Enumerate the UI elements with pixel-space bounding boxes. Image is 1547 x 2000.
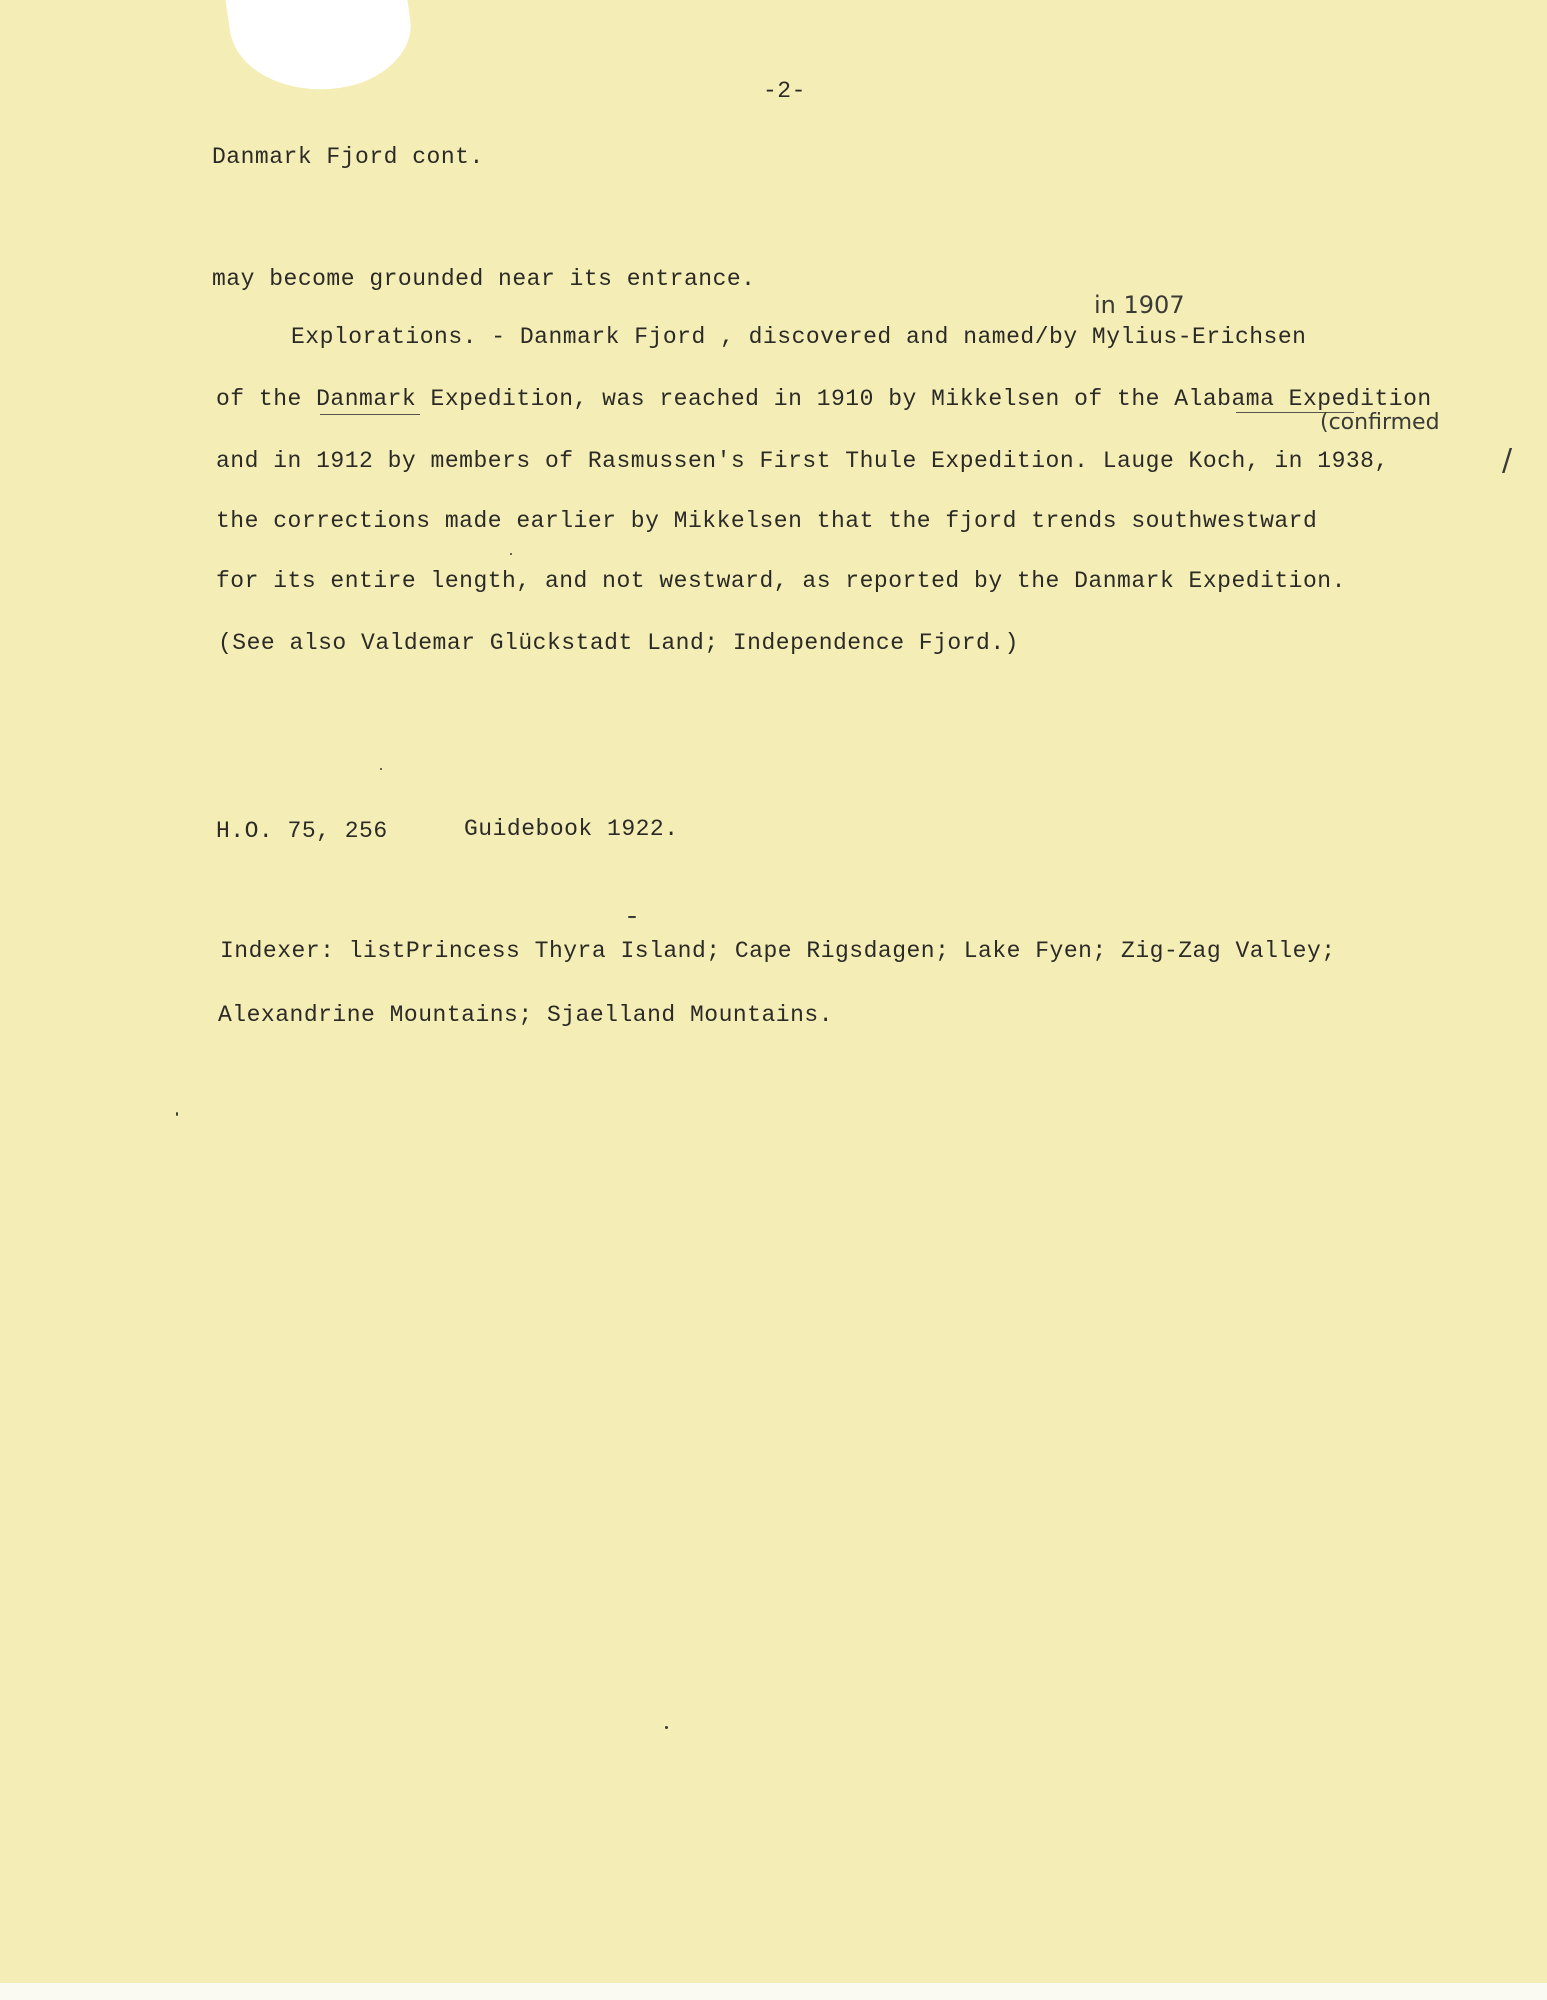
ink-speck	[176, 1112, 178, 1116]
body-line-5: the corrections made earlier by Mikkelsen that the fjord trends southwestward	[216, 508, 1318, 534]
body-line-6: for its entire length, and not westward, as reported by the Danmark Expedition.	[216, 568, 1346, 594]
reference-source: H.O. 75, 256	[216, 818, 388, 844]
underline-danmark	[320, 414, 420, 415]
body-line-4: and in 1912 by members of Rasmussen's First Thule Expedition. Lauge Koch, in 1938,	[216, 448, 1389, 474]
handwritten-insertion-mark: /	[1502, 443, 1513, 478]
handwritten-insert-confirmed: (confirmed	[1320, 410, 1440, 435]
ink-speck	[380, 768, 382, 770]
torn-corner	[222, 0, 418, 102]
indexer-line-2: Alexandrine Mountains; Sjaelland Mountains.	[218, 1002, 833, 1028]
handwritten-insert-in-1907: in 1907	[1094, 291, 1185, 319]
body-line-2: Explorations. - Danmark Fjord , discovered and named/by Mylius-Erichsen	[291, 324, 1307, 350]
ink-speck	[665, 1726, 668, 1729]
body-line-3: of the Danmark Expedition, was reached in 1910 by Mikkelsen of the Alabama Expedition	[216, 386, 1432, 412]
body-line-1: may become grounded near its entrance.	[212, 266, 756, 292]
body-line-7: (See also Valdemar Glückstadt Land; Independence Fjord.)	[218, 630, 1019, 656]
ink-speck	[628, 916, 636, 918]
scan-margin	[0, 1983, 1547, 2000]
ink-speck	[510, 553, 512, 555]
indexer-line-1: Indexer: listPrincess Thyra Island; Cape Rigsdagen; Lake Fyen; Zig-Zag Valley;	[220, 938, 1336, 964]
reference-guidebook: Guidebook 1922.	[464, 816, 679, 842]
page-number: -2-	[763, 78, 806, 104]
heading: Danmark Fjord cont.	[212, 144, 484, 170]
